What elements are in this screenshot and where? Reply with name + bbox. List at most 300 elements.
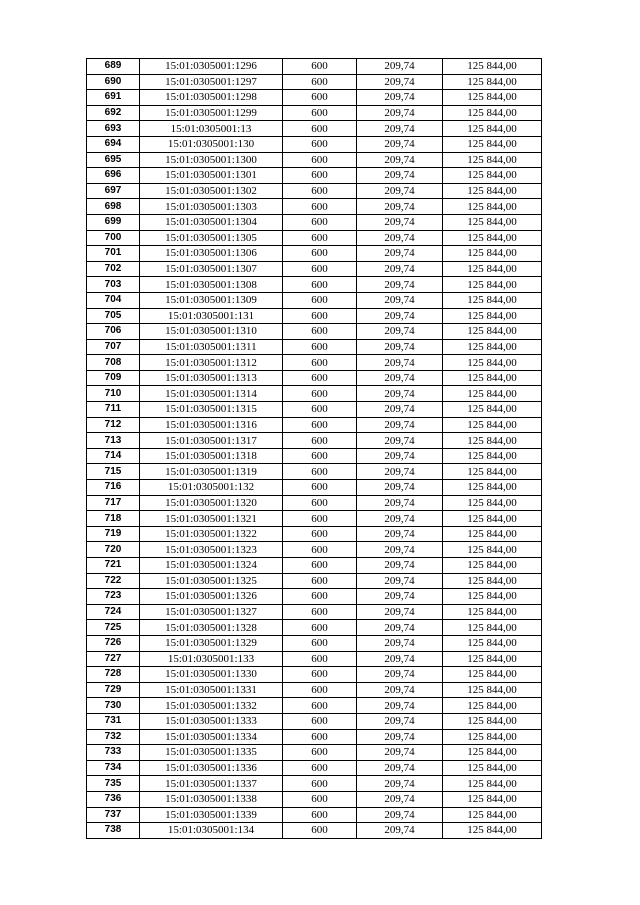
- price-cell: 209,74: [357, 635, 443, 651]
- row-number-cell: 732: [87, 729, 140, 745]
- row-number-cell: 701: [87, 246, 140, 262]
- cadastral-number-cell: 15:01:0305001:1301: [140, 168, 283, 184]
- cadastral-number-cell: 15:01:0305001:133: [140, 651, 283, 667]
- total-value-cell: 125 844,00: [443, 682, 542, 698]
- area-cell: 600: [283, 74, 357, 90]
- table-row: [87, 495, 542, 511]
- cadastral-number-cell: 15:01:0305001:1305: [140, 230, 283, 246]
- row-number-cell: 705: [87, 308, 140, 324]
- table-row: [87, 651, 542, 667]
- area-cell: 600: [283, 324, 357, 340]
- total-value-cell: 125 844,00: [443, 152, 542, 168]
- row-number-cell: 721: [87, 558, 140, 574]
- total-value-cell: 125 844,00: [443, 791, 542, 807]
- cadastral-number-cell: 15:01:0305001:1306: [140, 246, 283, 262]
- price-cell: 209,74: [357, 542, 443, 558]
- price-cell: 209,74: [357, 760, 443, 776]
- total-value-cell: 125 844,00: [443, 59, 542, 75]
- price-cell: 209,74: [357, 74, 443, 90]
- row-number-cell: 727: [87, 651, 140, 667]
- price-cell: 209,74: [357, 433, 443, 449]
- table-row: [87, 526, 542, 542]
- price-cell: 209,74: [357, 183, 443, 199]
- table-row: [87, 464, 542, 480]
- row-number-cell: 725: [87, 620, 140, 636]
- area-cell: 600: [283, 713, 357, 729]
- price-cell: 209,74: [357, 776, 443, 792]
- price-cell: 209,74: [357, 558, 443, 574]
- table-row: [87, 230, 542, 246]
- table-row: [87, 729, 542, 745]
- area-cell: 600: [283, 807, 357, 823]
- row-number-cell: 709: [87, 370, 140, 386]
- row-number-cell: 700: [87, 230, 140, 246]
- area-cell: 600: [283, 667, 357, 683]
- cadastral-number-cell: 15:01:0305001:1308: [140, 277, 283, 293]
- total-value-cell: 125 844,00: [443, 480, 542, 496]
- area-cell: 600: [283, 464, 357, 480]
- total-value-cell: 125 844,00: [443, 823, 542, 839]
- row-number-cell: 693: [87, 121, 140, 137]
- cadastral-number-cell: 15:01:0305001:1304: [140, 214, 283, 230]
- area-cell: 600: [283, 370, 357, 386]
- area-cell: 600: [283, 480, 357, 496]
- row-number-cell: 698: [87, 199, 140, 215]
- total-value-cell: 125 844,00: [443, 105, 542, 121]
- cadastral-number-cell: 15:01:0305001:1315: [140, 402, 283, 418]
- cadastral-number-cell: 15:01:0305001:1338: [140, 791, 283, 807]
- area-cell: 600: [283, 589, 357, 605]
- row-number-cell: 729: [87, 682, 140, 698]
- area-cell: 600: [283, 558, 357, 574]
- cadastral-number-cell: 15:01:0305001:1328: [140, 620, 283, 636]
- area-cell: 600: [283, 152, 357, 168]
- total-value-cell: 125 844,00: [443, 168, 542, 184]
- area-cell: 600: [283, 760, 357, 776]
- row-number-cell: 728: [87, 667, 140, 683]
- total-value-cell: 125 844,00: [443, 214, 542, 230]
- total-value-cell: 125 844,00: [443, 604, 542, 620]
- table-row: [87, 246, 542, 262]
- row-number-cell: 716: [87, 480, 140, 496]
- area-cell: 600: [283, 230, 357, 246]
- cadastral-number-cell: 15:01:0305001:1335: [140, 745, 283, 761]
- total-value-cell: 125 844,00: [443, 526, 542, 542]
- table-row: [87, 292, 542, 308]
- price-cell: 209,74: [357, 168, 443, 184]
- cadastral-number-cell: 15:01:0305001:1336: [140, 760, 283, 776]
- area-cell: 600: [283, 59, 357, 75]
- cadastral-number-cell: 15:01:0305001:130: [140, 136, 283, 152]
- table-row: [87, 823, 542, 839]
- total-value-cell: 125 844,00: [443, 776, 542, 792]
- area-cell: 600: [283, 791, 357, 807]
- parcel-table-body: [87, 59, 542, 839]
- row-number-cell: 711: [87, 402, 140, 418]
- total-value-cell: 125 844,00: [443, 230, 542, 246]
- row-number-cell: 699: [87, 214, 140, 230]
- cadastral-number-cell: 15:01:0305001:1332: [140, 698, 283, 714]
- row-number-cell: 706: [87, 324, 140, 340]
- row-number-cell: 714: [87, 448, 140, 464]
- area-cell: 600: [283, 495, 357, 511]
- total-value-cell: 125 844,00: [443, 760, 542, 776]
- parcel-table: [86, 58, 542, 839]
- total-value-cell: 125 844,00: [443, 417, 542, 433]
- price-cell: 209,74: [357, 246, 443, 262]
- total-value-cell: 125 844,00: [443, 573, 542, 589]
- cadastral-number-cell: 15:01:0305001:1302: [140, 183, 283, 199]
- price-cell: 209,74: [357, 526, 443, 542]
- table-row: [87, 370, 542, 386]
- table-row: [87, 698, 542, 714]
- table-row: [87, 604, 542, 620]
- total-value-cell: 125 844,00: [443, 667, 542, 683]
- price-cell: 209,74: [357, 277, 443, 293]
- table-row: [87, 713, 542, 729]
- cadastral-number-cell: 15:01:0305001:1298: [140, 90, 283, 106]
- price-cell: 209,74: [357, 480, 443, 496]
- total-value-cell: 125 844,00: [443, 511, 542, 527]
- area-cell: 600: [283, 136, 357, 152]
- area-cell: 600: [283, 682, 357, 698]
- total-value-cell: 125 844,00: [443, 448, 542, 464]
- price-cell: 209,74: [357, 417, 443, 433]
- area-cell: 600: [283, 604, 357, 620]
- table-row: [87, 261, 542, 277]
- total-value-cell: 125 844,00: [443, 277, 542, 293]
- total-value-cell: 125 844,00: [443, 199, 542, 215]
- price-cell: 209,74: [357, 105, 443, 121]
- price-cell: 209,74: [357, 667, 443, 683]
- table-row: [87, 745, 542, 761]
- price-cell: 209,74: [357, 199, 443, 215]
- row-number-cell: 733: [87, 745, 140, 761]
- area-cell: 600: [283, 433, 357, 449]
- table-row: [87, 682, 542, 698]
- price-cell: 209,74: [357, 214, 443, 230]
- total-value-cell: 125 844,00: [443, 370, 542, 386]
- cadastral-number-cell: 15:01:0305001:1307: [140, 261, 283, 277]
- row-number-cell: 734: [87, 760, 140, 776]
- price-cell: 209,74: [357, 495, 443, 511]
- area-cell: 600: [283, 386, 357, 402]
- area-cell: 600: [283, 698, 357, 714]
- row-number-cell: 690: [87, 74, 140, 90]
- area-cell: 600: [283, 417, 357, 433]
- total-value-cell: 125 844,00: [443, 246, 542, 262]
- total-value-cell: 125 844,00: [443, 261, 542, 277]
- cadastral-number-cell: 15:01:0305001:13: [140, 121, 283, 137]
- cadastral-number-cell: 15:01:0305001:1330: [140, 667, 283, 683]
- area-cell: 600: [283, 292, 357, 308]
- cadastral-number-cell: 15:01:0305001:1309: [140, 292, 283, 308]
- area-cell: 600: [283, 168, 357, 184]
- row-number-cell: 724: [87, 604, 140, 620]
- row-number-cell: 720: [87, 542, 140, 558]
- area-cell: 600: [283, 90, 357, 106]
- total-value-cell: 125 844,00: [443, 386, 542, 402]
- cadastral-number-cell: 15:01:0305001:1311: [140, 339, 283, 355]
- cadastral-number-cell: 15:01:0305001:1333: [140, 713, 283, 729]
- price-cell: 209,74: [357, 230, 443, 246]
- row-number-cell: 695: [87, 152, 140, 168]
- row-number-cell: 715: [87, 464, 140, 480]
- cadastral-number-cell: 15:01:0305001:1326: [140, 589, 283, 605]
- cadastral-number-cell: 15:01:0305001:132: [140, 480, 283, 496]
- row-number-cell: 723: [87, 589, 140, 605]
- cadastral-number-cell: 15:01:0305001:1321: [140, 511, 283, 527]
- table-row: [87, 324, 542, 340]
- row-number-cell: 737: [87, 807, 140, 823]
- row-number-cell: 707: [87, 339, 140, 355]
- total-value-cell: 125 844,00: [443, 355, 542, 371]
- area-cell: 600: [283, 526, 357, 542]
- area-cell: 600: [283, 246, 357, 262]
- cadastral-number-cell: 15:01:0305001:1314: [140, 386, 283, 402]
- price-cell: 209,74: [357, 90, 443, 106]
- area-cell: 600: [283, 651, 357, 667]
- price-cell: 209,74: [357, 59, 443, 75]
- row-number-cell: 692: [87, 105, 140, 121]
- price-cell: 209,74: [357, 807, 443, 823]
- price-cell: 209,74: [357, 511, 443, 527]
- row-number-cell: 726: [87, 635, 140, 651]
- table-row: [87, 59, 542, 75]
- cadastral-number-cell: 15:01:0305001:1312: [140, 355, 283, 371]
- row-number-cell: 702: [87, 261, 140, 277]
- table-row: [87, 121, 542, 137]
- row-number-cell: 736: [87, 791, 140, 807]
- total-value-cell: 125 844,00: [443, 635, 542, 651]
- table-row: [87, 480, 542, 496]
- row-number-cell: 691: [87, 90, 140, 106]
- cadastral-number-cell: 15:01:0305001:1318: [140, 448, 283, 464]
- area-cell: 600: [283, 199, 357, 215]
- area-cell: 600: [283, 511, 357, 527]
- table-row: [87, 558, 542, 574]
- total-value-cell: 125 844,00: [443, 433, 542, 449]
- table-row: [87, 308, 542, 324]
- cadastral-number-cell: 15:01:0305001:1296: [140, 59, 283, 75]
- total-value-cell: 125 844,00: [443, 745, 542, 761]
- area-cell: 600: [283, 573, 357, 589]
- table-row: [87, 355, 542, 371]
- total-value-cell: 125 844,00: [443, 698, 542, 714]
- price-cell: 209,74: [357, 698, 443, 714]
- table-row: [87, 402, 542, 418]
- area-cell: 600: [283, 308, 357, 324]
- cadastral-number-cell: 15:01:0305001:1337: [140, 776, 283, 792]
- area-cell: 600: [283, 214, 357, 230]
- total-value-cell: 125 844,00: [443, 324, 542, 340]
- table-row: [87, 620, 542, 636]
- table-row: [87, 791, 542, 807]
- total-value-cell: 125 844,00: [443, 136, 542, 152]
- row-number-cell: 719: [87, 526, 140, 542]
- table-row: [87, 667, 542, 683]
- price-cell: 209,74: [357, 620, 443, 636]
- price-cell: 209,74: [357, 136, 443, 152]
- table-row: [87, 417, 542, 433]
- cadastral-number-cell: 15:01:0305001:1303: [140, 199, 283, 215]
- table-row: [87, 168, 542, 184]
- table-row: [87, 542, 542, 558]
- area-cell: 600: [283, 620, 357, 636]
- cadastral-number-cell: 15:01:0305001:1327: [140, 604, 283, 620]
- total-value-cell: 125 844,00: [443, 308, 542, 324]
- cadastral-number-cell: 15:01:0305001:131: [140, 308, 283, 324]
- cadastral-number-cell: 15:01:0305001:1317: [140, 433, 283, 449]
- price-cell: 209,74: [357, 651, 443, 667]
- price-cell: 209,74: [357, 464, 443, 480]
- row-number-cell: 717: [87, 495, 140, 511]
- total-value-cell: 125 844,00: [443, 121, 542, 137]
- area-cell: 600: [283, 105, 357, 121]
- table-row: [87, 90, 542, 106]
- total-value-cell: 125 844,00: [443, 183, 542, 199]
- area-cell: 600: [283, 776, 357, 792]
- area-cell: 600: [283, 542, 357, 558]
- cadastral-number-cell: 15:01:0305001:134: [140, 823, 283, 839]
- area-cell: 600: [283, 261, 357, 277]
- cadastral-number-cell: 15:01:0305001:1316: [140, 417, 283, 433]
- total-value-cell: 125 844,00: [443, 292, 542, 308]
- table-row: [87, 136, 542, 152]
- cadastral-number-cell: 15:01:0305001:1319: [140, 464, 283, 480]
- row-number-cell: 708: [87, 355, 140, 371]
- area-cell: 600: [283, 402, 357, 418]
- area-cell: 600: [283, 729, 357, 745]
- price-cell: 209,74: [357, 292, 443, 308]
- price-cell: 209,74: [357, 729, 443, 745]
- total-value-cell: 125 844,00: [443, 589, 542, 605]
- table-row: [87, 433, 542, 449]
- area-cell: 600: [283, 277, 357, 293]
- price-cell: 209,74: [357, 791, 443, 807]
- area-cell: 600: [283, 823, 357, 839]
- area-cell: 600: [283, 121, 357, 137]
- price-cell: 209,74: [357, 324, 443, 340]
- total-value-cell: 125 844,00: [443, 464, 542, 480]
- row-number-cell: 735: [87, 776, 140, 792]
- total-value-cell: 125 844,00: [443, 402, 542, 418]
- total-value-cell: 125 844,00: [443, 74, 542, 90]
- price-cell: 209,74: [357, 682, 443, 698]
- area-cell: 600: [283, 635, 357, 651]
- total-value-cell: 125 844,00: [443, 339, 542, 355]
- price-cell: 209,74: [357, 370, 443, 386]
- cadastral-number-cell: 15:01:0305001:1299: [140, 105, 283, 121]
- row-number-cell: 718: [87, 511, 140, 527]
- row-number-cell: 689: [87, 59, 140, 75]
- total-value-cell: 125 844,00: [443, 729, 542, 745]
- table-row: [87, 339, 542, 355]
- cadastral-number-cell: 15:01:0305001:1310: [140, 324, 283, 340]
- table-row: [87, 589, 542, 605]
- price-cell: 209,74: [357, 448, 443, 464]
- row-number-cell: 713: [87, 433, 140, 449]
- table-row: [87, 105, 542, 121]
- area-cell: 600: [283, 448, 357, 464]
- row-number-cell: 722: [87, 573, 140, 589]
- table-row: [87, 635, 542, 651]
- table-row: [87, 74, 542, 90]
- row-number-cell: 697: [87, 183, 140, 199]
- area-cell: 600: [283, 355, 357, 371]
- cadastral-number-cell: 15:01:0305001:1339: [140, 807, 283, 823]
- table-row: [87, 573, 542, 589]
- table-row: [87, 183, 542, 199]
- row-number-cell: 710: [87, 386, 140, 402]
- table-row: [87, 776, 542, 792]
- total-value-cell: 125 844,00: [443, 807, 542, 823]
- total-value-cell: 125 844,00: [443, 713, 542, 729]
- total-value-cell: 125 844,00: [443, 495, 542, 511]
- table-row: [87, 448, 542, 464]
- cadastral-number-cell: 15:01:0305001:1325: [140, 573, 283, 589]
- row-number-cell: 704: [87, 292, 140, 308]
- row-number-cell: 731: [87, 713, 140, 729]
- total-value-cell: 125 844,00: [443, 620, 542, 636]
- total-value-cell: 125 844,00: [443, 542, 542, 558]
- row-number-cell: 730: [87, 698, 140, 714]
- total-value-cell: 125 844,00: [443, 558, 542, 574]
- area-cell: 600: [283, 183, 357, 199]
- cadastral-number-cell: 15:01:0305001:1323: [140, 542, 283, 558]
- row-number-cell: 703: [87, 277, 140, 293]
- area-cell: 600: [283, 745, 357, 761]
- table-row: [87, 277, 542, 293]
- price-cell: 209,74: [357, 339, 443, 355]
- price-cell: 209,74: [357, 573, 443, 589]
- price-cell: 209,74: [357, 604, 443, 620]
- row-number-cell: 712: [87, 417, 140, 433]
- price-cell: 209,74: [357, 823, 443, 839]
- cadastral-number-cell: 15:01:0305001:1300: [140, 152, 283, 168]
- price-cell: 209,74: [357, 589, 443, 605]
- row-number-cell: 738: [87, 823, 140, 839]
- cadastral-number-cell: 15:01:0305001:1324: [140, 558, 283, 574]
- price-cell: 209,74: [357, 745, 443, 761]
- price-cell: 209,74: [357, 713, 443, 729]
- price-cell: 209,74: [357, 121, 443, 137]
- table-row: [87, 152, 542, 168]
- price-cell: 209,74: [357, 152, 443, 168]
- cadastral-number-cell: 15:01:0305001:1329: [140, 635, 283, 651]
- cadastral-number-cell: 15:01:0305001:1320: [140, 495, 283, 511]
- row-number-cell: 696: [87, 168, 140, 184]
- table-row: [87, 511, 542, 527]
- cadastral-number-cell: 15:01:0305001:1334: [140, 729, 283, 745]
- price-cell: 209,74: [357, 308, 443, 324]
- cadastral-number-cell: 15:01:0305001:1331: [140, 682, 283, 698]
- table-row: [87, 807, 542, 823]
- total-value-cell: 125 844,00: [443, 90, 542, 106]
- area-cell: 600: [283, 339, 357, 355]
- table-row: [87, 386, 542, 402]
- price-cell: 209,74: [357, 355, 443, 371]
- table-row: [87, 214, 542, 230]
- table-row: [87, 199, 542, 215]
- cadastral-number-cell: 15:01:0305001:1322: [140, 526, 283, 542]
- cadastral-number-cell: 15:01:0305001:1313: [140, 370, 283, 386]
- table-row: [87, 760, 542, 776]
- row-number-cell: 694: [87, 136, 140, 152]
- cadastral-number-cell: 15:01:0305001:1297: [140, 74, 283, 90]
- total-value-cell: 125 844,00: [443, 651, 542, 667]
- price-cell: 209,74: [357, 402, 443, 418]
